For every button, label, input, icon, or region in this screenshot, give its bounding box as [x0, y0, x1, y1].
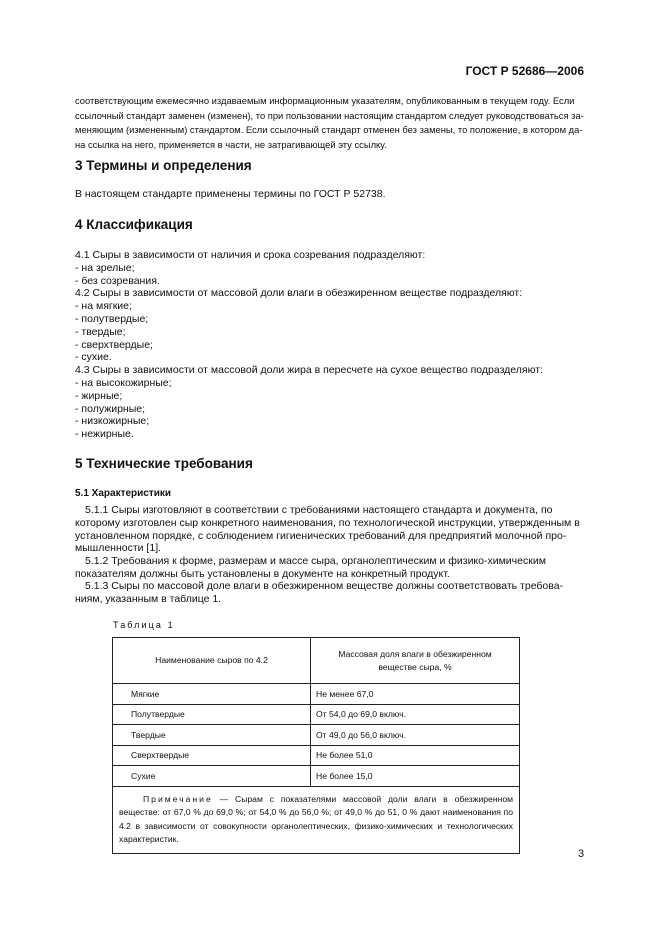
paragraph-line: 5.1.2 Требования к форме, размерам и массе сыра, органолептическим и физико-химическим — [85, 555, 546, 567]
table-caption: Таблица 1 — [113, 620, 175, 630]
subsection-5-1-heading: 5.1 Характеристики — [75, 488, 172, 499]
column-header: Массовая доля влаги в обезжиренном веществе сыра, % — [311, 638, 520, 684]
list-item: - твердые; — [75, 325, 126, 338]
paragraph-line: показателям должны быть установлены в документе на конкретный продукт. — [75, 567, 450, 580]
table-cell: Сухие — [113, 766, 311, 787]
intro-line: на ссылка на него, применяется в части, не затрагивающей эту ссылку. — [75, 139, 387, 151]
section-3-text: В настоящем стандарте применены термины по ГОСТ Р 52738. — [75, 188, 386, 200]
note-text: — Сырам с показателями массовой доли влаги в обезжиренном веществе: от 67,0 % до 69,0 %; от 54,0 % до 56,0 %; от 49,0 % до 51, 0 % дают наименования по 4.2 в зависимости от совокупности органолептических, физико-химических и технологических характеристик. — [119, 793, 514, 844]
table-cell: Твердые — [113, 725, 311, 746]
list-item: 4.2 Сыры в зависимости от массовой доли влаги в обезжиренном веществе подразделяют: — [75, 287, 523, 300]
table-row — [113, 704, 520, 725]
list-item: - сверхтвердые; — [75, 338, 153, 351]
list-item: 4.3 Сыры в зависимости от массовой доли жира в пересчете на сухое вещество подразделяют: — [75, 364, 543, 377]
paragraph-line: 5.1.3 Сыры по массовой доле влаги в обезжиренном веществе должны соответствовать требова- — [85, 580, 564, 592]
table-cell: Не менее 67,0 — [311, 684, 520, 705]
table-cell: От 54,0 до 69,0 включ. — [311, 704, 520, 725]
list-item: - полужирные; — [75, 402, 146, 415]
list-item: - без созревания. — [75, 274, 160, 287]
page-number: 3 — [578, 848, 585, 860]
table-row — [113, 684, 520, 705]
list-item: - на высокожирные; — [75, 376, 172, 389]
table-cell: Сверхтвердые — [113, 745, 311, 766]
table-cell: Мягкие — [113, 684, 311, 705]
list-item: 4.1 Сыры в зависимости от наличия и срока созревания подразделяют: — [75, 249, 426, 261]
intro-line: меняющим (измененным) стандартом. Если ссылочный стандарт отменен без замены, то положение, в котором да- — [75, 124, 583, 136]
table-header-row — [113, 638, 520, 684]
table-row — [113, 766, 520, 787]
list-item: - сухие. — [75, 351, 112, 364]
table-cell: От 49,0 до 56,0 включ. — [311, 725, 520, 746]
paragraph-5-1-2 — [75, 555, 587, 581]
list-item: - нежирные. — [75, 428, 134, 441]
paragraph-line: которому изготовлен сыр конкретного наименования, по технологической инструкции, утвержденным в — [75, 516, 580, 529]
moisture-table — [112, 637, 520, 854]
table-row — [113, 745, 520, 766]
table-cell: Не более 15,0 — [311, 766, 520, 787]
list-item: - на зрелые; — [75, 261, 135, 274]
table-cell: Не более 51,0 — [311, 745, 520, 766]
intro-paragraph — [75, 94, 585, 153]
list-item: - полутвердые; — [75, 312, 149, 325]
document-code: ГОСТ Р 52686—2006 — [465, 64, 584, 78]
list-item: - жирные; — [75, 389, 123, 402]
paragraph-line: 5.1.1 Сыры изготовляют в соответствии с требованиями настоящего стандарта и документа, по — [85, 504, 553, 516]
intro-line: соответствующим ежемесячно издаваемым информационным указателям, опубликованным в текущем году. Если — [75, 95, 575, 106]
intro-line: ссылочный стандарт заменен (изменен), то при пользовании настоящим стандартом следует руководствоваться за- — [75, 109, 584, 121]
list-item: - низкожирные; — [75, 415, 150, 428]
note-label: Примечание — [143, 793, 213, 804]
column-header: Наименование сыров по 4.2 — [113, 638, 311, 684]
paragraph-line: мышленности [1]. — [75, 542, 162, 555]
paragraph-line: ниям, указанным в таблице 1. — [75, 592, 222, 605]
section-3-heading: 3 Термины и определения — [75, 158, 252, 173]
section-4-list — [75, 249, 587, 441]
section-4-heading: 4 Классификация — [75, 217, 193, 232]
table-cell: Полутвердые — [113, 704, 311, 725]
table-note — [113, 786, 520, 853]
table-note-row — [113, 786, 520, 853]
list-item: - на мягкие; — [75, 300, 132, 313]
section-5-heading: 5 Технические требования — [75, 456, 253, 471]
paragraph-5-1-1 — [75, 504, 587, 555]
paragraph-line: установленном порядке, с соблюдением гигиенических требований для предприятий молочной про- — [75, 529, 567, 542]
paragraph-5-1-3 — [75, 580, 587, 606]
table-row — [113, 725, 520, 746]
